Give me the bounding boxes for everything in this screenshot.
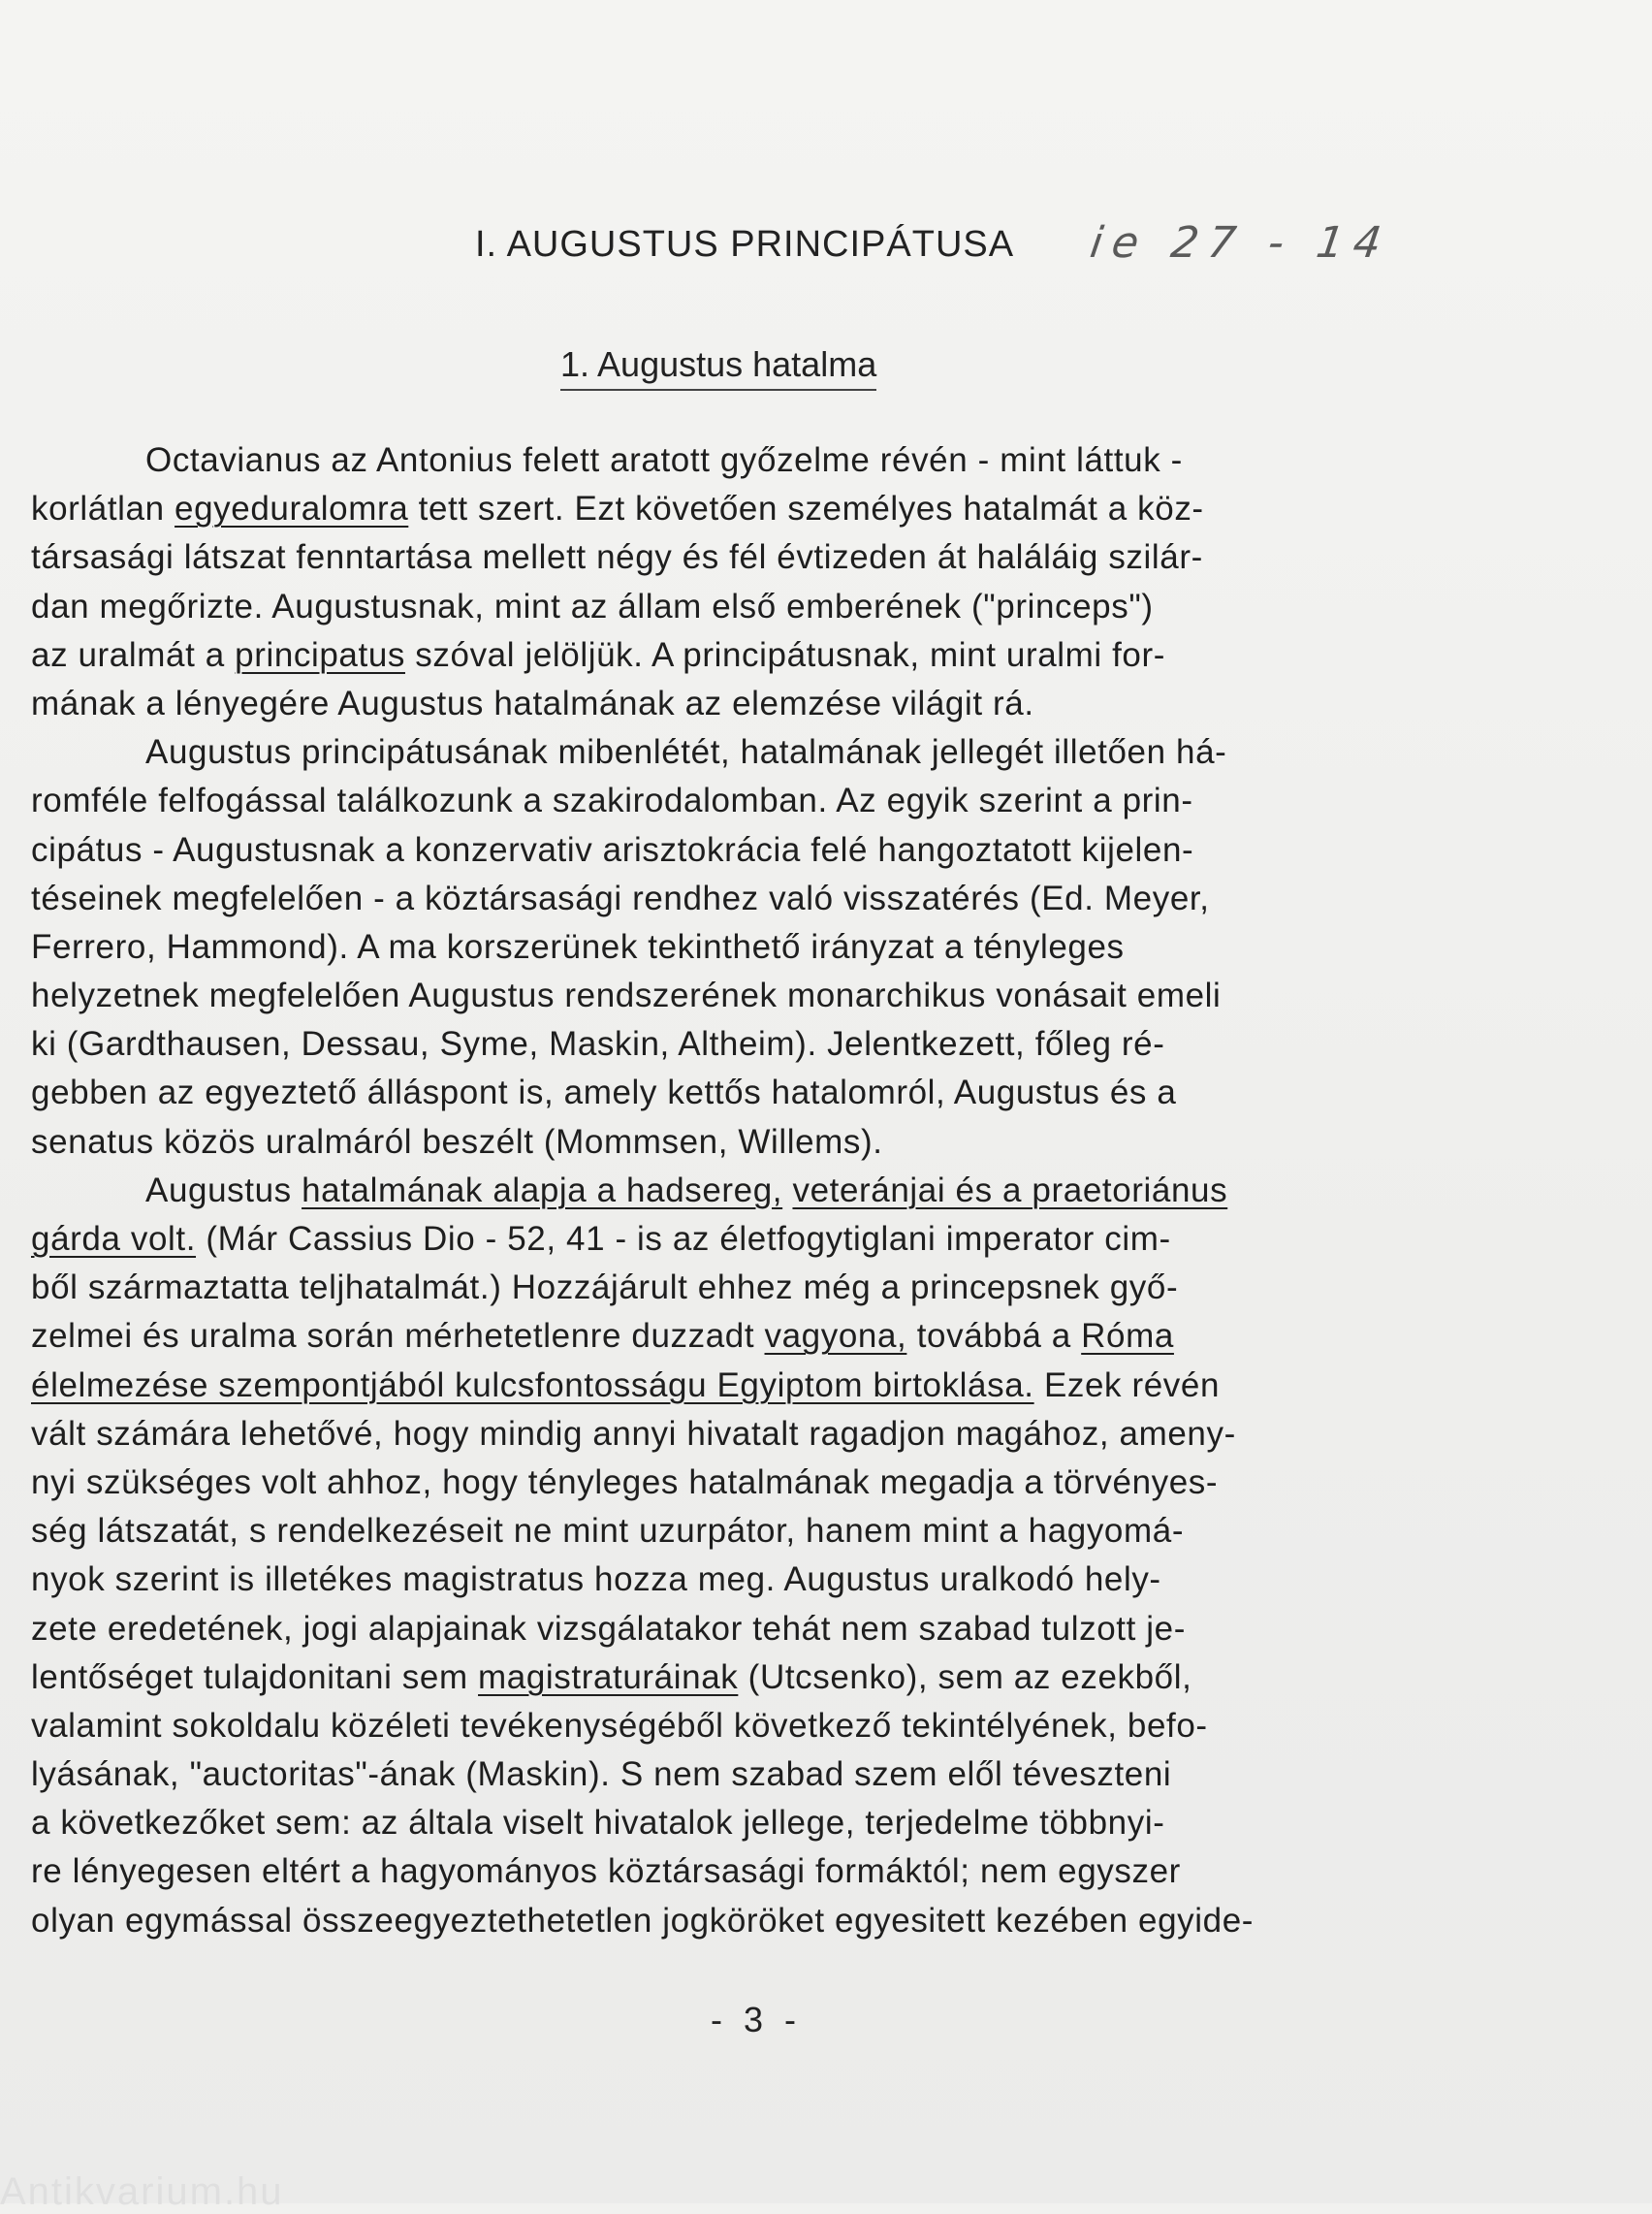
page-number: - 3 - xyxy=(710,2000,802,2039)
text-line xyxy=(31,1020,1514,1069)
text-segment: mának a lényegére Augustus hatalmának az elemzése világit rá. xyxy=(31,684,1034,722)
text-line xyxy=(31,1750,1514,1799)
text-segment: továbbá a xyxy=(906,1317,1082,1356)
text-line xyxy=(31,875,1514,923)
text-segment: társasági látszat fenntartása mellett négy és fél évtizeden át haláláig szilár- xyxy=(31,538,1203,577)
text-segment: téseinek megfelelően - a köztársasági rendhez való visszatérés (Ed. Meyer, xyxy=(31,879,1210,917)
text-segment: ből származtatta teljhatalmát.) Hozzájárult ehhez még a princepsnek győ- xyxy=(31,1268,1179,1307)
header-row xyxy=(0,218,1652,276)
text-segment: Octavianus az Antonius felett aratott győzelme révén - mint láttuk - xyxy=(145,441,1183,479)
section-title: 1. Augustus hatalma xyxy=(560,344,876,391)
underlined-text: hatalmának alapja a hadsereg, xyxy=(302,1171,783,1209)
text-segment: valamint sokoldalu közéleti tevékenységéből következő tekintélyének, befo- xyxy=(31,1706,1208,1745)
text-line xyxy=(31,1459,1514,1507)
text-segment: vált számára lehetővé, hogy mindig annyi hivatalt ragadjon magához, ameny- xyxy=(31,1414,1236,1453)
text-segment: Ezek révén xyxy=(1033,1365,1221,1404)
underlined-text: gárda volt. xyxy=(31,1220,197,1258)
paragraph xyxy=(31,1167,1514,1945)
text-segment: lyásának, "auctoritas"-ának (Maskin). S nem szabad szem elől téveszteni xyxy=(31,1755,1172,1794)
text-line xyxy=(31,728,1514,777)
text-segment: ki (Gardthausen, Dessau, Syme, Maskin, Altheim). Jelentkezett, főleg ré- xyxy=(31,1025,1165,1064)
text-line xyxy=(31,1410,1514,1459)
text-line xyxy=(31,1653,1514,1702)
text-line xyxy=(31,680,1514,728)
underlined-text: magistraturáinak xyxy=(478,1657,739,1696)
text-line xyxy=(31,1556,1514,1604)
text-line xyxy=(31,533,1514,582)
text-segment xyxy=(782,1171,792,1209)
text-line xyxy=(31,1507,1514,1556)
text-segment: (Már Cassius Dio - 52, 41 - is az életfogytiglani imperator cim- xyxy=(196,1220,1171,1258)
text-segment: korlátlan xyxy=(31,490,175,529)
text-segment: nyi szükséges volt ahhoz, hogy tényleges hatalmának megadja a törvényes- xyxy=(31,1462,1219,1501)
text-segment: a következőket sem: az általa viselt hivatalok jellege, terjedelme többnyi- xyxy=(31,1804,1165,1843)
text-segment: tett szert. Ezt követően személyes hatalmát a köz- xyxy=(408,490,1204,529)
chapter-title: I. AUGUSTUS PRINCIPÁTUSA xyxy=(475,224,1015,265)
text-line xyxy=(31,1799,1514,1847)
text-line xyxy=(31,583,1514,631)
paragraph xyxy=(31,728,1514,1167)
text-segment: gebben az egyeztető álláspont is, amely kettős hatalomról, Augustus és a xyxy=(31,1074,1177,1112)
text-segment: ség látszatát, s rendelkezéseit ne mint uzurpátor, hanem mint a hagyomá- xyxy=(31,1512,1185,1551)
text-segment: romféle felfogással találkozunk a szakirodalomban. Az egyik szerint a prin- xyxy=(31,782,1193,820)
text-line xyxy=(31,1215,1514,1264)
text-line xyxy=(31,631,1514,680)
underlined-text: élelmezése szempontjából kulcsfontosságu Egyiptom birtoklása. xyxy=(31,1365,1034,1404)
underlined-text: principatus xyxy=(235,635,405,674)
text-segment: re lényegesen eltért a hagyományos köztársasági formáktól; nem egyszer xyxy=(31,1852,1181,1891)
paragraph xyxy=(31,436,1514,728)
text-segment: Augustus xyxy=(145,1171,302,1209)
underlined-text: veteránjai és a praetoriánus xyxy=(792,1171,1228,1209)
underlined-text: egyeduralomra xyxy=(175,490,409,529)
text-line xyxy=(31,826,1514,875)
text-segment: zelmei és uralma során mérhetetlenre duzzadt xyxy=(31,1317,765,1356)
text-line xyxy=(31,1312,1514,1361)
handwritten-note: ie 27 - 14 xyxy=(1087,218,1394,268)
underlined-text: Róma xyxy=(1081,1317,1174,1356)
text-segment: dan megőrizte. Augustusnak, mint az állam első emberének ("princeps") xyxy=(31,587,1154,626)
text-line xyxy=(31,1069,1514,1117)
underlined-text: vagyona, xyxy=(764,1317,907,1356)
text-line xyxy=(31,1118,1514,1167)
text-line xyxy=(31,777,1514,825)
text-line xyxy=(31,972,1514,1020)
text-segment: nyok szerint is illetékes magistratus hozza meg. Augustus uralkodó hely- xyxy=(31,1560,1161,1599)
text-segment: zete eredetének, jogi alapjainak vizsgálatakor tehát nem szabad tulzott je- xyxy=(31,1609,1186,1648)
text-segment: (Utcsenko), sem az ezekből, xyxy=(738,1657,1192,1696)
text-line xyxy=(31,1167,1514,1215)
text-segment: Augustus principátusának mibenlétét, hatalmának jellegét illetően há- xyxy=(145,733,1227,772)
text-segment: olyan egymással összeegyeztethetetlen jogköröket egyesitett kezében egyide- xyxy=(31,1901,1255,1940)
text-segment: helyzetnek megfelelően Augustus rendszerének monarchikus vonásait emeli xyxy=(31,977,1222,1015)
text-line xyxy=(31,436,1514,485)
text-line xyxy=(31,1897,1514,1945)
watermark: Antikvarium.hu xyxy=(0,2170,284,2213)
text-line xyxy=(31,1847,1514,1896)
text-segment: lentőséget tulajdonitani sem xyxy=(31,1657,479,1696)
text-line xyxy=(31,1264,1514,1312)
text-segment: cipátus - Augustusnak a konzervativ arisztokrácia felé hangoztatott kijelen- xyxy=(31,830,1194,869)
text-segment: senatus közös uralmáról beszélt (Mommsen, Willems). xyxy=(31,1122,883,1161)
text-line xyxy=(31,1702,1514,1750)
text-line xyxy=(31,923,1514,972)
text-segment: Ferrero, Hammond). A ma korszerünek tekinthető irányzat a tényleges xyxy=(31,927,1125,966)
text-line xyxy=(31,485,1514,533)
text-line xyxy=(31,1362,1514,1410)
text-segment: szóval jelöljük. A principátusnak, mint uralmi for- xyxy=(404,635,1165,674)
text-line xyxy=(31,1605,1514,1653)
body-text xyxy=(31,436,1514,1945)
text-segment: az uralmát a xyxy=(31,635,236,674)
